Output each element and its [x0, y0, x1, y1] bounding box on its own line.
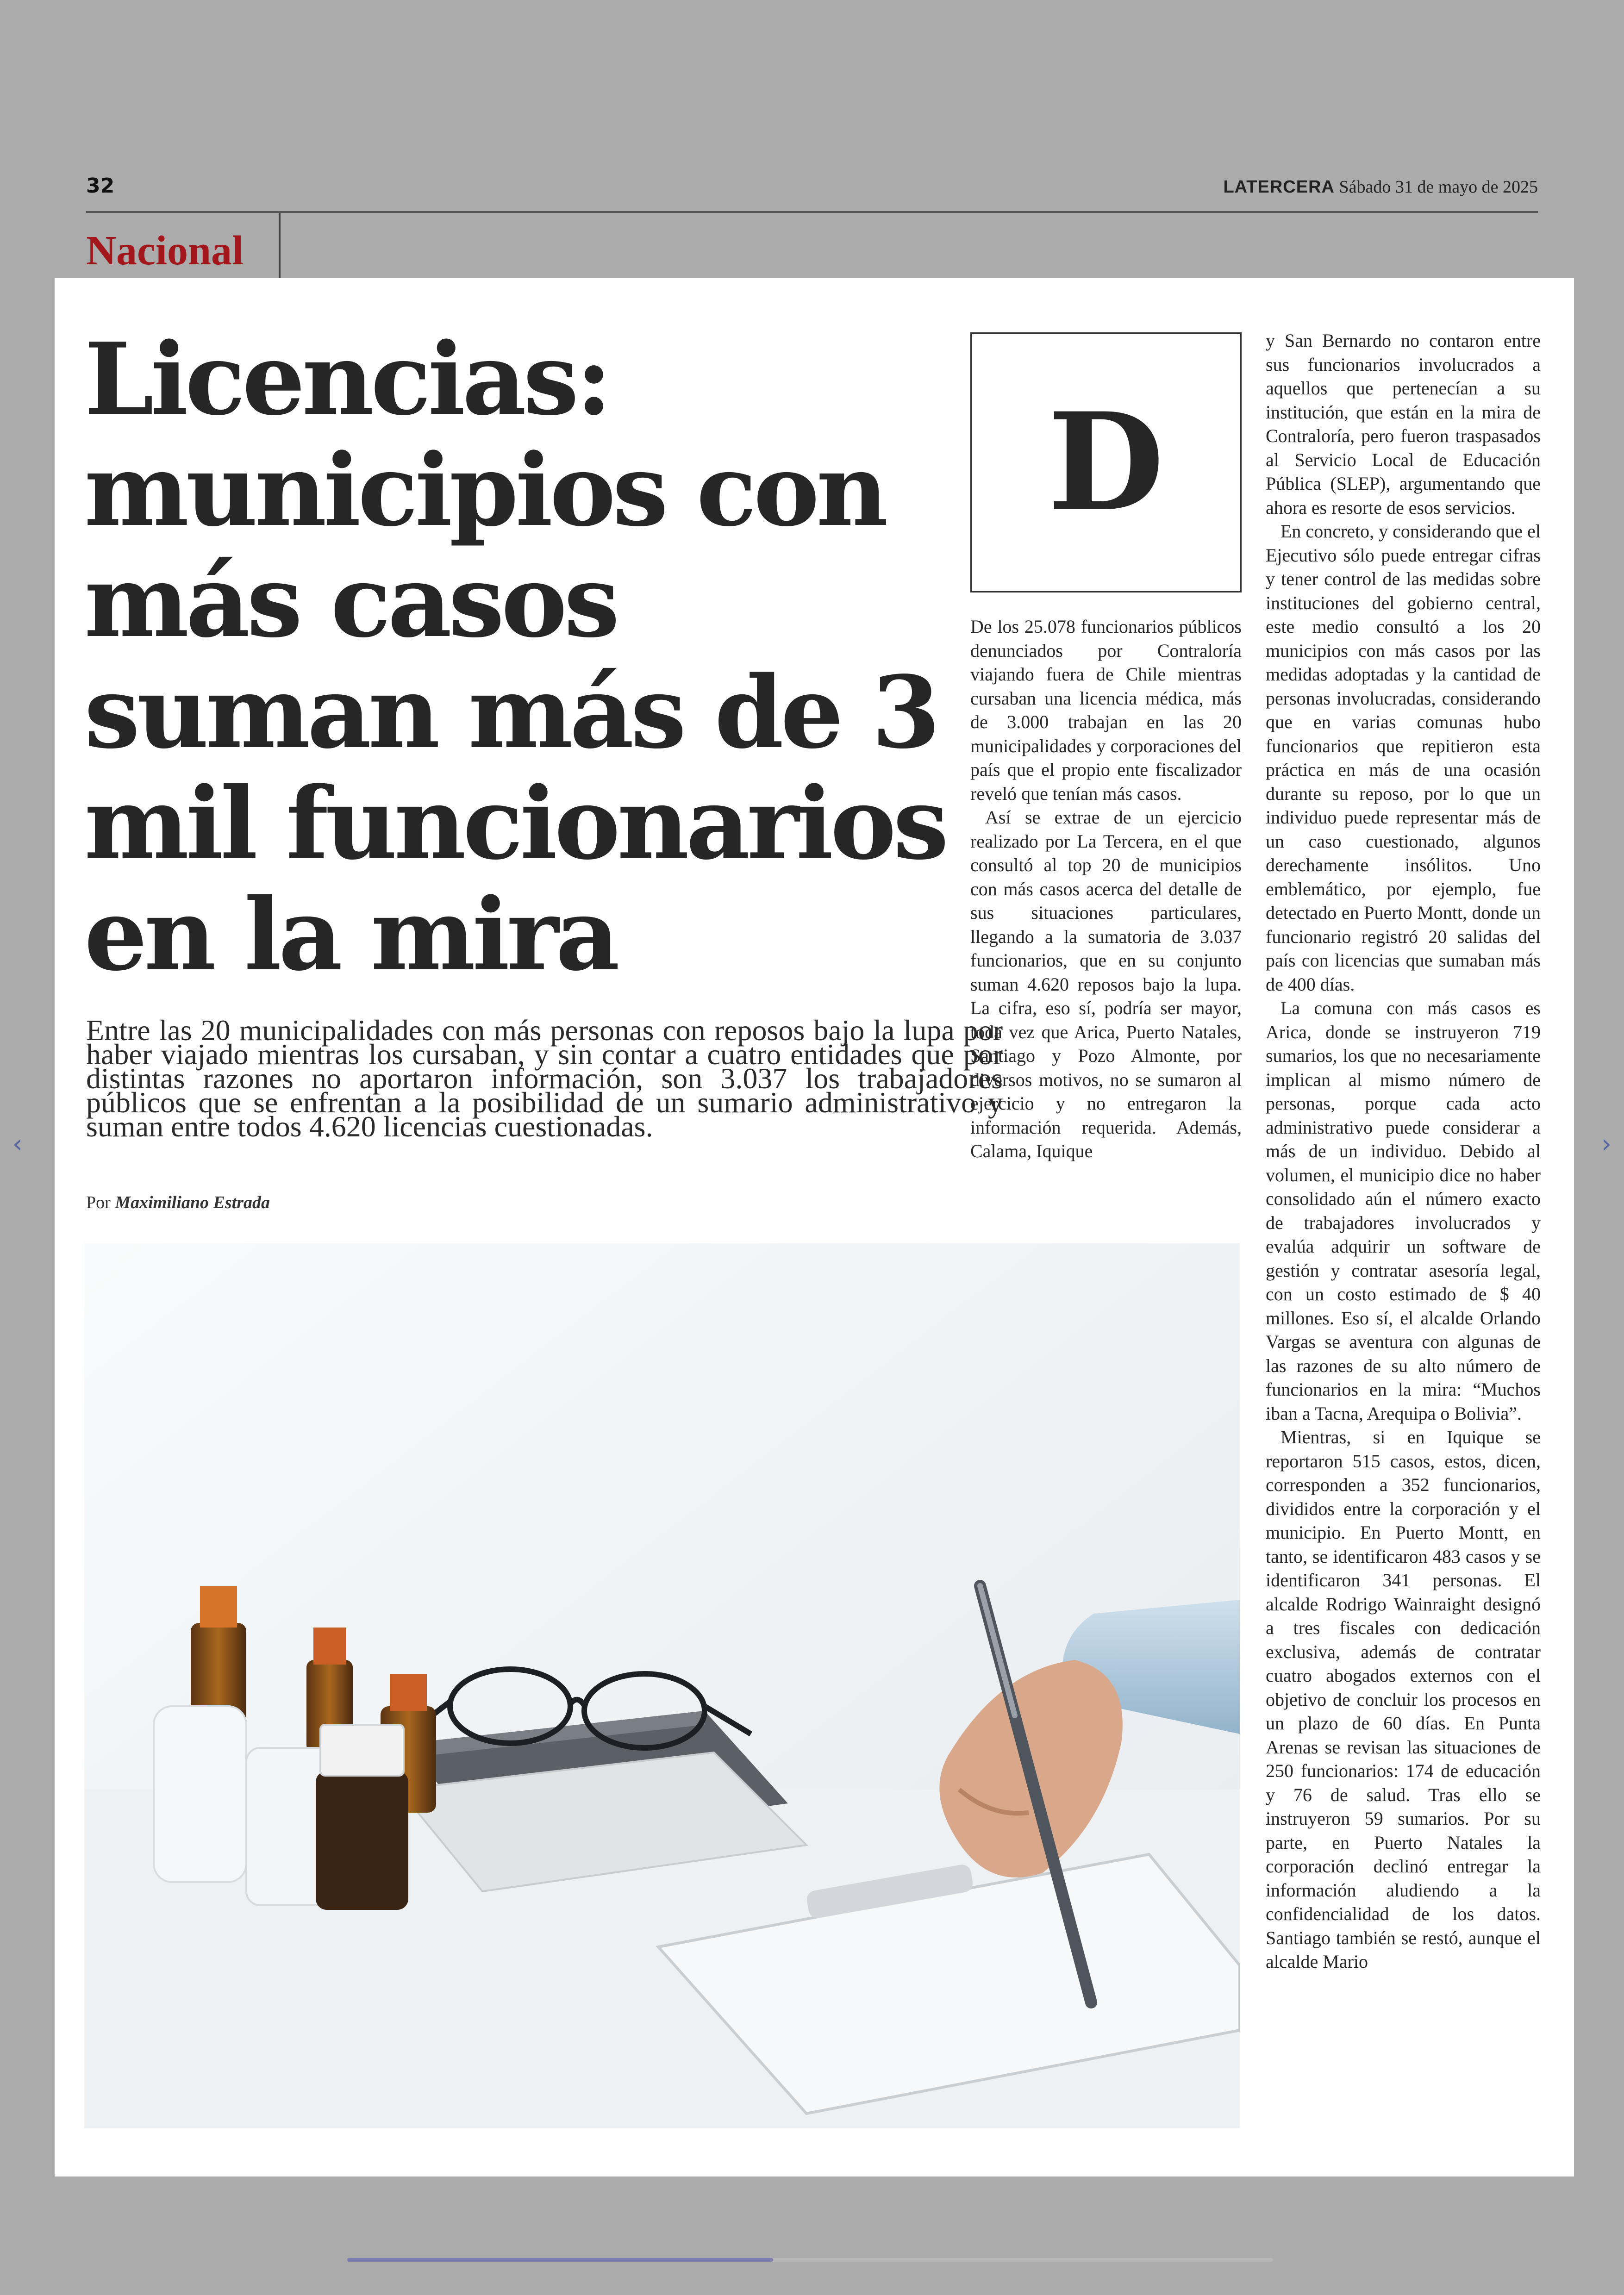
article-deck: Entre las 20 municipalidades con más personas con reposos bajo la lupa por haber viajado mientras los cursaban, y sin contar a cuatro entidades que por distintas razones no aportaron información, son 3.037 los trabajadores públicos que se enfrentan a la posibilidad de un sumario administrativo y suman entre todos 4.620 licencias cuestionadas.: [86, 1014, 1003, 1143]
column-1-paragraph: Así se extrae de un ejercicio realizado por La Tercera, en el que consultó al top 20 de municipios con más casos acerca del detalle de sus situaciones particulares, llegando a la sumatoria de 3.037 funcionarios, que en su conjunto suman 4.620 reposos bajo la lupa. La cifra, eso sí, podría ser mayor, toda vez que Arica, Puerto Natales, Santiago y Pozo Almonte, por diversos motivos, no se sumaron al ejercicio y no entregaron la información requerida. Además, Calama, Iquique: [970, 807, 1242, 1161]
article-column-2: [1266, 329, 1541, 1974]
section-divider: [279, 213, 281, 278]
section-label: Nacional: [86, 228, 244, 274]
byline: [86, 1192, 270, 1213]
article-photo: [84, 1243, 1240, 2128]
dropcap-letter: D: [1048, 384, 1164, 541]
headline: Licencias: municipios con más casos suman más de 3 mil funcionarios en la mira: [84, 321, 946, 993]
masthead-date: Sábado 31 de mayo de 2025: [1339, 177, 1538, 197]
column-2-paragraph: y San Bernardo no contaron entre sus funcionarios involucrados a aquellos que pertenecían a su institución, que están en la mira de Contraloría, pero fueron traspasados al Servicio Local de Educación Pública (SLEP), argumentando que ahora es resorte de esos servicios.: [1266, 330, 1541, 518]
reading-progress-fill: [347, 2258, 773, 2262]
article-sheet: [55, 278, 1574, 2177]
column-2-paragraph: En concreto, y considerando que el Ejecutivo sólo puede entregar cifras y tener control de las medidas sobre instituciones del gobierno central, este medio consultó a los 20 municipios con más casos por las medidas adoptadas y la cantidad de personas involucradas, considerando que en varias comunas hubo funcionarios que repitieron esta práctica en más de una ocasión durante su reposo, por lo que un individuo puede representar más de un caso cuestionado, algunos derechamente insólitos. Uno emblemático, por ejemplo, fue detectado en Puerto Montt, donde un funcionario registró 20 salidas del país con licencias que sumaban más de 400 días.: [1266, 521, 1541, 995]
page-number: 32: [86, 174, 115, 198]
masthead-brand: LATERCERA: [1223, 177, 1335, 197]
column-1-paragraph: De los 25.078 funcionarios públicos denunciados por Contraloría viajando fuera de Chile mientras cursaban una licencia médica, más de 3.000 trabajan en las 20 municipalidades y corporaciones del país que el propio ente fiscalizador reveló que tenían más casos.: [970, 616, 1242, 804]
article-column-1: [970, 615, 1242, 1163]
column-2-paragraph: Mientras, si en Iquique se reportaron 515 casos, estos, dicen, corresponden a 352 funcionarios, divididos entre la corporación y el municipio. En Puerto Montt, en tanto, se identificaron 483 casos y se identificaron 341 personas. El alcalde Rodrigo Wainraight designó a tres fiscales con dedicación exclusiva, además de contratar cuatro abogados externos con el objetivo de concluir los procesos en un plazo de 60 días. En Punta Arenas se revisan las situaciones de 250 funcionarios: 174 de educación y 76 de salud. Tras ello se instruyeron 59 sumarios. Por su parte, en Puerto Natales la corporación declinó entregar la información aludiendo a la confidencialidad de los datos. Santiago también se restó, aunque el alcalde Mario: [1266, 1427, 1541, 1972]
dropcap-box: [970, 332, 1242, 592]
byline-author: Maximiliano Estrada: [115, 1193, 270, 1212]
page-header: [86, 174, 1538, 213]
photo-illustration: [84, 1243, 1240, 2128]
next-page-button[interactable]: ›: [1601, 1129, 1612, 1159]
masthead: [1223, 177, 1538, 197]
previous-page-button[interactable]: ‹: [12, 1129, 23, 1159]
column-2-paragraph: La comuna con más casos es Arica, donde se instruyeron 719 sumarios, los que no necesariamente implican al mismo número de personas, porque cada acto administrativo puede considerar a más de un individuo. Debido al volumen, el municipio dice no haber consolidado aún el número exacto de trabajadores involucrados y evalúa adquirir un software de gestión y contratar asesoría legal, con un costo estimado de $ 40 millones. Eso sí, el alcalde Orlando Vargas se aventura con algunas de las razones de su alto número de funcionarios en la mira: “Muchos iban a Tacna, Arequipa o Bolivia”.: [1266, 998, 1541, 1424]
byline-prefix: Por: [86, 1193, 111, 1212]
reading-progress-bar[interactable]: [347, 2258, 1273, 2262]
